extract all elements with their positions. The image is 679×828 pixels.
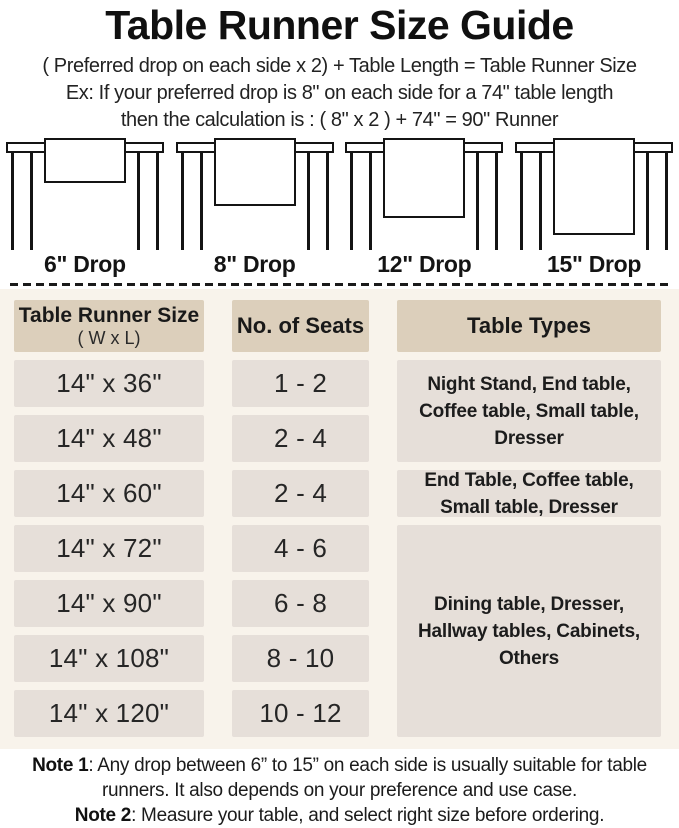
example-line-1: Ex: If your preferred drop is 8" on each side for a 74" table length [65,82,614,104]
seats-cell: 6 - 8 [232,580,369,627]
note-2 [2,803,677,828]
drop-label-8: 8" Drop [213,251,296,277]
seats-cell: 1 - 2 [232,360,369,407]
seats-cell: 10 - 12 [232,690,369,737]
table-illustration [175,137,335,250]
table-legs-right [137,152,159,250]
table-runner [44,138,126,183]
seats-cell: 8 - 10 [232,635,369,682]
page-title: Table Runner Size Guide [105,2,574,48]
note-1 [2,753,677,803]
header-size [14,300,204,352]
seats-cell: 2 - 4 [232,470,369,517]
table-legs-right [646,152,668,250]
table-runner [214,138,296,206]
size-cell: 14" x 36" [14,360,204,407]
seats-cell: 2 - 4 [232,415,369,462]
size-cell: 14" x 90" [14,580,204,627]
drop-labels-row [0,251,679,281]
diagram-6-drop [0,137,170,250]
diagram-15-drop [509,137,679,250]
size-table-section [0,289,679,749]
note-1-text: : Any drop between 6” to 15” on each side is usually suitable for table runners. It also depends on your preference and use case. [88,755,647,801]
header-seats: No. of Seats [232,300,369,352]
drop-label-15: 15" Drop [547,251,642,277]
note-2-text: : Measure your table, and select right size before ordering. [131,805,605,826]
table-legs-right [476,152,498,250]
types-cell-dining-tables: Dining table, Dresser, Hallway tables, Cabinets, Others [397,525,661,737]
size-table [14,300,665,737]
size-cell: 14" x 108" [14,635,204,682]
table-illustration [514,137,674,250]
diagram-12-drop [340,137,510,250]
drop-diagrams [0,137,679,250]
example-line-2: then the calculation is : ( 8" x 2 ) + 74" = 90" Runner [120,109,559,131]
table-legs-left [520,152,542,250]
footnotes [0,753,679,828]
table-legs-right [307,152,329,250]
table-legs-left [181,152,203,250]
table-illustration [344,137,504,250]
size-cell: 14" x 60" [14,470,204,517]
header-types: Table Types [397,300,661,352]
note-1-label: Note 1 [32,755,89,776]
table-legs-left [350,152,372,250]
types-cell-end-tables: End Table, Coffee table, Small table, Dresser [397,470,661,517]
table-runner [553,138,635,235]
size-cell: 14" x 48" [14,415,204,462]
size-cell: 14" x 72" [14,525,204,572]
formula-line: ( Preferred drop on each side x 2) + Table Length = Table Runner Size [42,55,637,77]
seats-cell: 4 - 6 [232,525,369,572]
dashed-divider [10,283,669,286]
header-size-subtitle: ( W x L) [77,328,141,348]
table-illustration [5,137,165,250]
drop-label-6: 6" Drop [44,251,126,277]
table-runner [383,138,465,218]
note-2-label: Note 2 [74,805,132,826]
types-cell-small-tables: Night Stand, End table, Coffee table, Small table, Dresser [397,360,661,462]
diagram-8-drop [170,137,340,250]
table-legs-left [11,152,33,250]
size-cell: 14" x 120" [14,690,204,737]
header-size-title: Table Runner Size [18,304,200,327]
drop-label-12: 12" Drop [377,251,472,277]
